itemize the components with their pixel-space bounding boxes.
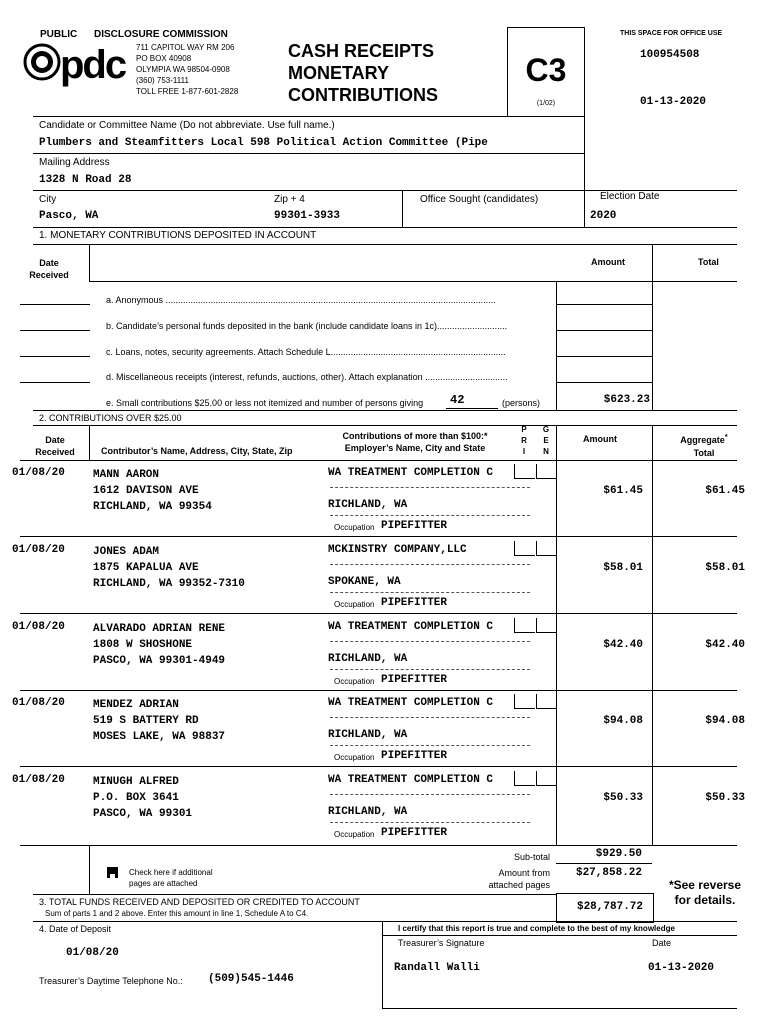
row-contributor [93, 697, 225, 745]
form-title-line: CASH RECEIPTS [288, 41, 435, 61]
section1-date-header [20, 257, 78, 281]
occupation-label: Occupation [334, 753, 375, 762]
section2-date-header [20, 434, 90, 458]
section1-line-c: c. Loans, notes, security agreements. Attach Schedule L...................................................................... [106, 347, 506, 357]
see-reverse-line2: for details. [674, 893, 736, 907]
report-number: 100954508 [640, 49, 700, 61]
agency-label-left: PUBLIC [40, 29, 78, 40]
primary-box[interactable] [514, 464, 535, 479]
row-contributor [93, 621, 225, 669]
occupation-label: Occupation [334, 523, 375, 532]
row-occupation: PIPEFITTER [381, 597, 448, 609]
contributor-name: MINUGH ALFRED [93, 776, 179, 788]
general-box[interactable] [536, 618, 557, 633]
primary-box[interactable] [514, 771, 535, 786]
gen-letter: N [543, 447, 549, 456]
zip-value: 99301-3933 [274, 210, 341, 222]
section1-line-d: d. Miscellaneous receipts (interest, refunds, auctions, other). Attach explanation ................................. [106, 372, 508, 382]
general-box[interactable] [536, 694, 557, 709]
aggregate-total-label: Total [693, 448, 715, 458]
logo-text: pdc [60, 43, 126, 87]
contributor-name: MANN AARON [93, 469, 160, 481]
zip-label: Zip + 4 [274, 194, 305, 205]
row-aggregate: $42.40 [705, 639, 745, 651]
row-employer-city: SPOKANE, WA [328, 576, 401, 588]
treasurer-name: Randall Walli [394, 962, 480, 974]
section3-title: 3. TOTAL FUNDS RECEIVED AND DEPOSITED OR CREDITED TO ACCOUNT [39, 897, 360, 907]
row-date: 01/08/20 [12, 774, 65, 786]
attached-pages-label [450, 867, 550, 891]
office-use-label: THIS SPACE FOR OFFICE USE [620, 30, 723, 37]
amount-header: Amount [583, 434, 617, 444]
section4-title: 4. Date of Deposit [39, 924, 112, 934]
contributor-addr2: RICHLAND, WA 99354 [93, 501, 212, 513]
pdc-logo [22, 40, 132, 88]
phone-label: Treasurer’s Daytime Telephone No.: [39, 976, 183, 986]
employer-header-line1: Contributions of more than $100:* [342, 431, 488, 441]
contributor-addr1: 1808 W SHOSHONE [93, 639, 193, 651]
general-box[interactable] [536, 464, 557, 479]
form-title-line: CONTRIBUTIONS [288, 85, 438, 105]
attached-label-line2: attached pages [488, 880, 550, 890]
mailing-address-label: Mailing Address [39, 157, 110, 168]
contributor-name: ALVARADO ADRIAN RENE [93, 623, 226, 635]
checkbox-label-line2: pages are attached [129, 879, 198, 888]
section3-subtitle: Sum of parts 1 and 2 above. Enter this amount in line 1, Schedule A to C4. [45, 909, 309, 918]
row-contributor [93, 544, 245, 592]
city-value: Pasco, WA [39, 210, 99, 222]
date-label: Date [39, 258, 59, 268]
committee-name-label: Candidate or Committee Name (Do not abbreviate. Use full name.) [39, 120, 335, 131]
row-contributor [93, 467, 212, 515]
election-date-label: Election Date [600, 191, 660, 202]
row-occupation: PIPEFITTER [381, 520, 448, 532]
primary-box[interactable] [514, 694, 535, 709]
section1-line-a: a. Anonymous .................................................................................................................................... [106, 295, 496, 305]
committee-name: Plumbers and Steamfitters Local 598 Political Action Committee (Pipe [39, 137, 488, 149]
aggregate-star: * [724, 432, 728, 441]
contributor-addr1: P.O. BOX 3641 [93, 792, 179, 804]
section1-line-b: b. Candidate’s personal funds deposited in the bank (include candidate loans in 1c)............................ [106, 321, 508, 331]
see-reverse-note [655, 878, 755, 908]
gen-letter: E [543, 436, 549, 445]
contributor-addr2: PASCO, WA 99301-4949 [93, 655, 226, 667]
row-amount: $94.08 [603, 715, 643, 727]
employer-header-line2: Employer’s Name, City and State [344, 443, 486, 453]
contributor-addr1: 1875 KAPALUA AVE [93, 562, 199, 574]
city-label: City [39, 194, 57, 205]
row-occupation: PIPEFITTER [381, 827, 448, 839]
row-occupation: PIPEFITTER [381, 750, 448, 762]
general-box[interactable] [536, 541, 557, 556]
pri-letter: I [522, 447, 526, 456]
row-occupation: PIPEFITTER [381, 674, 448, 686]
row-contributor [93, 774, 192, 822]
section2-title: 2. CONTRIBUTIONS OVER $25.00 [39, 413, 182, 423]
row-aggregate: $50.33 [705, 792, 745, 804]
address-line: 711 CAPITOL WAY RM 206 [136, 43, 235, 52]
certification-text: I certify that this report is true and complete to the best of my knowledge [398, 924, 675, 933]
persons-label: (persons) [502, 398, 541, 408]
primary-box[interactable] [514, 541, 535, 556]
pri-letter: P [521, 425, 527, 434]
small-contrib-amount: $623.23 [603, 394, 650, 406]
row-employer-city: RICHLAND, WA [328, 729, 408, 741]
address-line: PO BOX 40908 [136, 54, 192, 63]
attached-label-line1: Amount from [498, 868, 550, 878]
row-employer: WA TREATMENT COMPLETION C [328, 697, 494, 709]
address-line: TOLL FREE 1-877-601-2828 [136, 87, 239, 96]
row-amount: $58.01 [603, 562, 643, 574]
treasurer-phone: (509)545-1446 [208, 973, 294, 985]
form-revision: (1/02) [536, 100, 556, 107]
form-title-line: MONETARY [288, 63, 389, 83]
row-date: 01/08/20 [12, 467, 65, 479]
subtotal-label: Sub-total [513, 852, 550, 862]
row-amount: $50.33 [603, 792, 643, 804]
received-label: Received [35, 447, 75, 457]
row-date: 01/08/20 [12, 621, 65, 633]
row-employer-city: RICHLAND, WA [328, 806, 408, 818]
section1-amount-header: Amount [591, 257, 625, 267]
occupation-label: Occupation [334, 600, 375, 609]
attached-pages-amount: $27,858.22 [575, 867, 642, 879]
general-box[interactable] [536, 771, 557, 786]
checkbox-check-icon [108, 872, 117, 881]
contributor-addr2: MOSES LAKE, WA 98837 [93, 731, 226, 743]
employer-header [326, 430, 504, 454]
section1-title: 1. MONETARY CONTRIBUTIONS DEPOSITED IN ACCOUNT [39, 230, 317, 241]
additional-pages-checkbox[interactable] [107, 867, 118, 878]
contributor-addr2: PASCO, WA 99301 [93, 808, 193, 820]
pdc-seal-icon [22, 40, 132, 88]
office-sought-label: Office Sought (candidates) [420, 194, 539, 205]
additional-pages-label [129, 867, 213, 889]
form-code: C3 [525, 52, 567, 88]
agency-address [136, 42, 276, 97]
subtotal-amount: $929.50 [595, 848, 642, 860]
contributor-header: Contributor’s Name, Address, City, State, Zip [101, 446, 293, 456]
office-date: 01-13-2020 [640, 96, 707, 108]
pri-letter: R [521, 436, 527, 445]
section1-line-e: e. Small contributions $25.00 or less not itemized and number of persons giving [106, 398, 424, 408]
row-employer: WA TREATMENT COMPLETION C [328, 774, 494, 786]
primary-header [518, 424, 530, 457]
received-label: Received [29, 270, 69, 280]
section1-total-header: Total [698, 257, 719, 267]
aggregate-label: Aggregate [680, 435, 725, 445]
mailing-address: 1328 N Road 28 [39, 174, 132, 186]
see-reverse-line1: *See reverse [668, 878, 742, 892]
row-amount: $61.45 [603, 485, 643, 497]
row-aggregate: $94.08 [705, 715, 745, 727]
signature-date-label: Date [652, 938, 672, 948]
row-amount: $42.40 [603, 639, 643, 651]
row-employer: MCKINSTRY COMPANY,LLC [328, 544, 467, 556]
checkbox-label-line1: Check here if additional [129, 868, 213, 877]
aggregate-header [664, 430, 744, 460]
total-funds-amount: $28,787.72 [576, 901, 643, 913]
occupation-label: Occupation [334, 830, 375, 839]
date-label: Date [45, 435, 65, 445]
contributor-name: JONES ADAM [93, 546, 160, 558]
total-funds-box [556, 893, 654, 923]
gen-letter: G [542, 425, 550, 434]
small-contrib-persons: 42 [450, 393, 465, 407]
election-date-value: 2020 [590, 210, 617, 222]
contributor-name: MENDEZ ADRIAN [93, 699, 179, 711]
form-title [288, 40, 438, 106]
address-line: (360) 753-1111 [136, 76, 189, 85]
row-employer-city: RICHLAND, WA [328, 499, 408, 511]
occupation-label: Occupation [334, 677, 375, 686]
address-line: OLYMPIA WA 98504-0908 [136, 65, 230, 74]
general-header [540, 424, 552, 457]
signature-date: 01-13-2020 [648, 962, 715, 974]
row-date: 01/08/20 [12, 544, 65, 556]
row-employer: WA TREATMENT COMPLETION C [328, 621, 494, 633]
contributor-addr1: 519 S BATTERY RD [93, 715, 199, 727]
primary-box[interactable] [514, 618, 535, 633]
contributor-addr1: 1612 DAVISON AVE [93, 485, 199, 497]
contributor-addr2: RICHLAND, WA 99352-7310 [93, 578, 245, 590]
row-employer-city: RICHLAND, WA [328, 653, 408, 665]
row-aggregate: $58.01 [705, 562, 745, 574]
row-date: 01/08/20 [12, 697, 65, 709]
form-code-box [507, 27, 585, 117]
row-employer: WA TREATMENT COMPLETION C [328, 467, 494, 479]
treasurer-signature-label: Treasurer’s Signature [398, 938, 485, 948]
row-aggregate: $61.45 [705, 485, 745, 497]
deposit-date: 01/08/20 [66, 947, 119, 959]
agency-label-right: DISCLOSURE COMMISSION [94, 29, 228, 40]
